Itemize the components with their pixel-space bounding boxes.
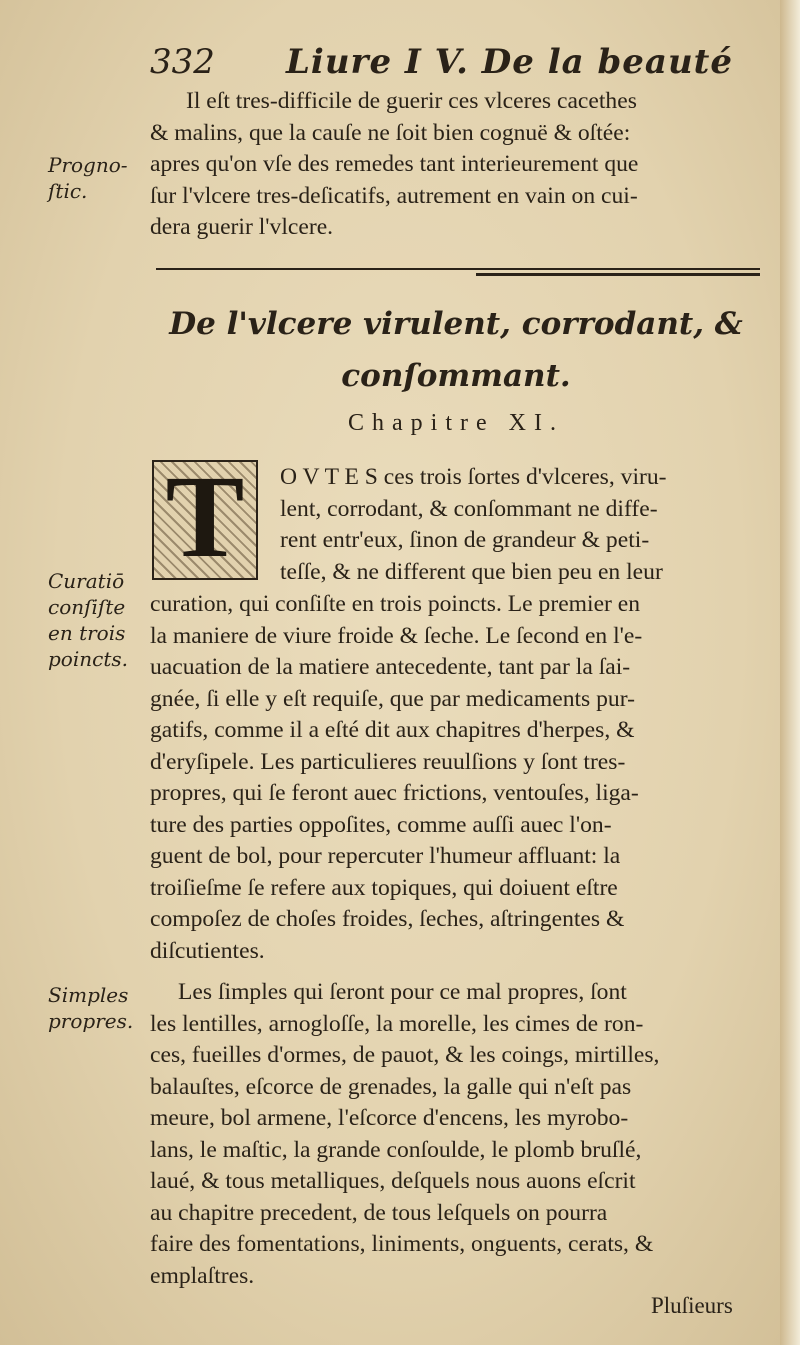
chapter-title-line: conſommant. — [341, 358, 571, 394]
margin-note-line: ſtic. — [48, 179, 88, 203]
page-edge — [780, 0, 800, 1345]
text-line: meure, bol armene, l'eſcorce d'encens, les myrobo- — [150, 1105, 629, 1131]
text-line: troiſieſme ſe refere aux topiques, qui doiuent eſtre — [150, 874, 618, 901]
text-line: la maniere de viure froide & ſeche. Le ſecond en l'e- — [150, 622, 643, 649]
text-line: rent entr'eux, ſinon de grandeur & peti- — [280, 527, 650, 553]
text-line: les lentilles, arnogloſſe, la morelle, les cimes de ron- — [150, 1010, 644, 1037]
text-line: ces, fueilles d'ormes, de pauot, & les coings, mirtilles, — [150, 1042, 660, 1068]
text-line: O V T E S ces trois ſortes d'vlceres, viru- — [280, 464, 667, 490]
text-line: ſur l'vlcere tres-deſicatifs, autrement en vain on cui- — [150, 182, 638, 209]
dropcap-ornament — [152, 451, 258, 582]
intro-paragraph — [150, 86, 762, 244]
text-line: curation, qui conſiſte en trois poincts. Le premier en — [150, 591, 641, 617]
section-rule — [156, 268, 760, 270]
chapter-title — [150, 298, 762, 402]
text-line: d'eryſipele. Les particulieres reuulſions y ſont tres- — [150, 748, 626, 775]
chapter-paragraph-cont — [150, 589, 762, 967]
text-line: & malins, que la cauſe ne ſoit bien cognuë & oſtée: — [150, 119, 631, 146]
text-line: teſſe, & ne different que bien peu en leur — [280, 558, 663, 585]
text-line: emplaſtres. — [150, 1262, 255, 1289]
text-line: diſcutientes. — [150, 937, 265, 964]
margin-note-line: Progno- — [48, 153, 128, 177]
margin-note-prognostic — [48, 152, 148, 204]
section-rule-thick — [476, 273, 760, 276]
text-line: guent de bol, pour repercuter l'humeur affluant: la — [150, 843, 621, 869]
text-line: uacuation de la matiere antecedente, tant par la ſai- — [150, 654, 631, 680]
text-line: gnée, ſi elle y eſt requiſe, que par medicaments pur- — [150, 685, 635, 712]
text-line: apres qu'on vſe des remedes tant interieurement que — [150, 151, 639, 177]
page-header — [150, 42, 750, 92]
text-line: laué, & tous metalliques, deſquels nous auons eſcrit — [150, 1168, 636, 1194]
page-number: 332 — [150, 42, 215, 82]
text-line: compoſez de choſes froides, ſeches, aſtringentes & — [150, 906, 625, 932]
margin-note-line: Curatiō — [48, 569, 125, 593]
text-line: Les ſimples qui ſeront pour ce mal propres, ſont — [178, 979, 627, 1005]
text-line: propres, qui ſe feront auec frictions, ventouſes, liga- — [150, 780, 639, 806]
margin-note-line: poincts. — [48, 647, 128, 671]
chapter-paragraph-start — [280, 462, 762, 588]
text-line: ture des parties oppoſites, comme auſſi auec l'on- — [150, 811, 612, 838]
chapter-title-line: De l'vlcere virulent, corrodant, & — [169, 306, 743, 342]
text-line: lans, le maſtic, la grande conſoulde, le plomb bruſlé, — [150, 1136, 642, 1163]
simples-paragraph — [150, 977, 762, 1292]
text-line: balauſtes, eſcorce de grenades, la galle qui n'eſt pas — [150, 1073, 632, 1100]
margin-note-line: propres. — [48, 1009, 134, 1033]
catchword: Pluſieurs — [651, 1293, 733, 1318]
text-line: Il eſt tres-difficile de guerir ces vlceres cacethes — [186, 88, 637, 114]
margin-note-line: conſiſte — [48, 595, 126, 619]
dropcap-letter: T — [165, 451, 245, 582]
text-line: gatifs, comme il a eſté dit aux chapitres d'herpes, & — [150, 717, 635, 743]
chapter-label: Chapitre XI. — [348, 410, 564, 436]
margin-note-curation — [48, 568, 148, 672]
margin-note-line: Simples — [48, 983, 129, 1007]
text-line: faire des fomentations, liniments, onguents, cerats, & — [150, 1231, 654, 1257]
margin-note-simples — [48, 982, 148, 1034]
text-line: dera guerir l'vlcere. — [150, 214, 334, 240]
text-line: au chapitre precedent, de tous leſquels on pourra — [150, 1199, 608, 1226]
text-line: lent, corrodant, & conſommant ne diffe- — [280, 495, 658, 522]
margin-note-line: en trois — [48, 621, 126, 645]
running-head: Liure I V. De la beauté — [286, 42, 734, 82]
